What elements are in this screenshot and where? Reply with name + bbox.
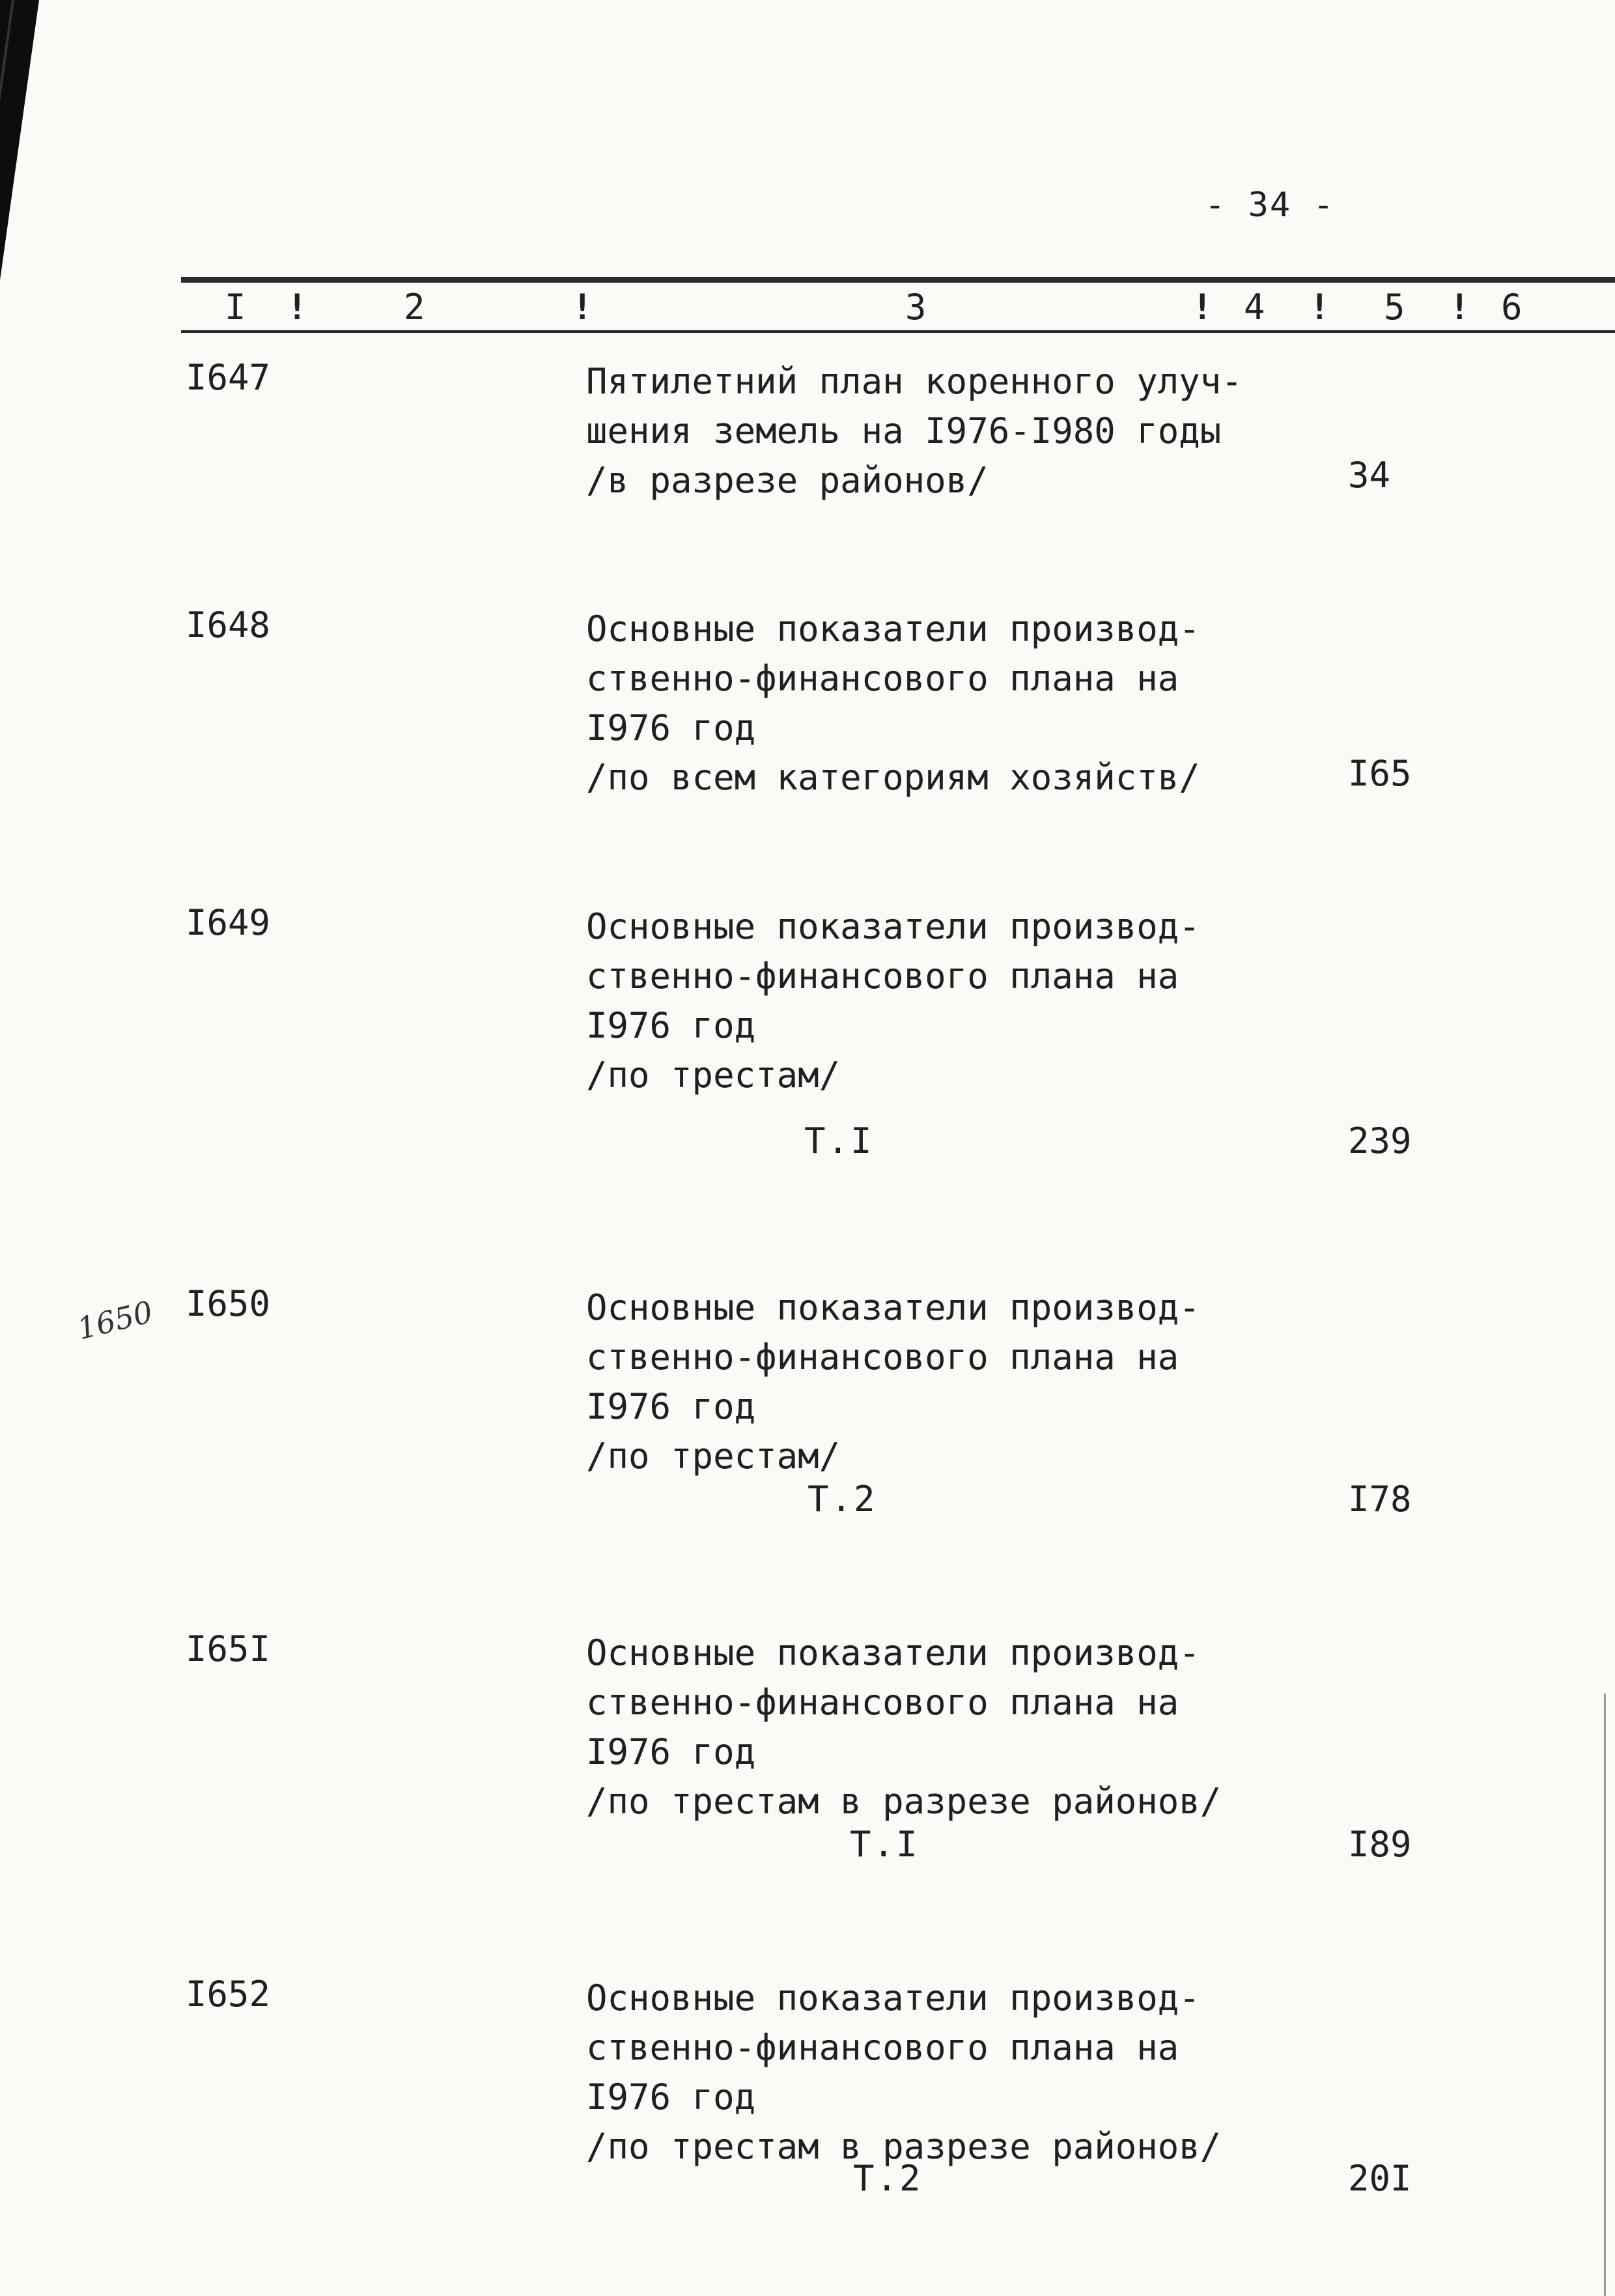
entry-sheets: I65 <box>1348 753 1412 794</box>
entry-number: I648 <box>186 604 271 645</box>
entry-volume: Т.I <box>804 1120 874 1161</box>
entry-sheets: 34 <box>1348 455 1391 496</box>
handwritten-margin-note: 1650 <box>74 1294 156 1347</box>
column-separator: ! <box>572 287 593 328</box>
entry-sheets: 20I <box>1348 2158 1412 2199</box>
table-header-rule <box>181 330 1615 333</box>
entry-number: I650 <box>186 1283 271 1324</box>
entry-title: Основные показатели производ- ственно-финансового плана на I976 год /по трестам/ <box>586 1287 1200 1477</box>
table-row <box>0 902 1615 1161</box>
entry-number: I649 <box>186 902 271 943</box>
table-top-rule <box>181 277 1615 283</box>
table-row <box>0 1974 1615 2199</box>
table-row <box>0 357 1615 565</box>
entry-number: I652 <box>186 1974 271 2015</box>
entry-title: Основные показатели производ- ственно-финансового плана на I976 год /по всем категориям хозяйств/ <box>586 608 1200 798</box>
column-header-6: 6 <box>1501 287 1523 328</box>
column-separator: ! <box>1449 287 1470 328</box>
column-header-3: 3 <box>905 287 927 328</box>
column-header-1: I <box>225 287 246 328</box>
entry-volume: Т.2 <box>808 1479 877 1520</box>
table-row <box>0 604 1615 813</box>
column-header-4: 4 <box>1244 287 1265 328</box>
entry-volume: Т.I <box>850 1824 920 1865</box>
column-separator: ! <box>287 287 308 328</box>
entry-title: Пятилетний план коренного улуч- шения земель на I976-I980 годы /в разрезе районов/ <box>586 361 1243 501</box>
column-separator: ! <box>1192 287 1213 328</box>
page-number: - 34 - <box>1205 186 1335 225</box>
entry-number: I647 <box>186 357 271 398</box>
entry-title: Основные показатели производ- ственно-финансового плана на I976 год /по трестам в разрезе районов/ <box>586 1977 1222 2167</box>
table-row <box>0 1628 1615 1865</box>
entry-sheets: I78 <box>1348 1479 1412 1520</box>
entry-sheets: 239 <box>1348 1120 1412 1161</box>
entry-number: I65I <box>186 1628 271 1669</box>
entry-sheets: I89 <box>1348 1824 1412 1865</box>
table-row <box>0 1283 1615 1520</box>
column-header-5: 5 <box>1384 287 1405 328</box>
entry-title: Основные показатели производ- ственно-финансового плана на I976 год /по трестам в разрезе районов/ <box>586 1632 1222 1822</box>
entry-title: Основные показатели производ- ственно-финансового плана на I976 год /по трестам/ <box>586 906 1200 1096</box>
column-separator: ! <box>1309 287 1330 328</box>
column-header-2: 2 <box>404 287 425 328</box>
entry-volume: Т.2 <box>853 2158 923 2199</box>
scan-edge-line <box>0 0 112 365</box>
